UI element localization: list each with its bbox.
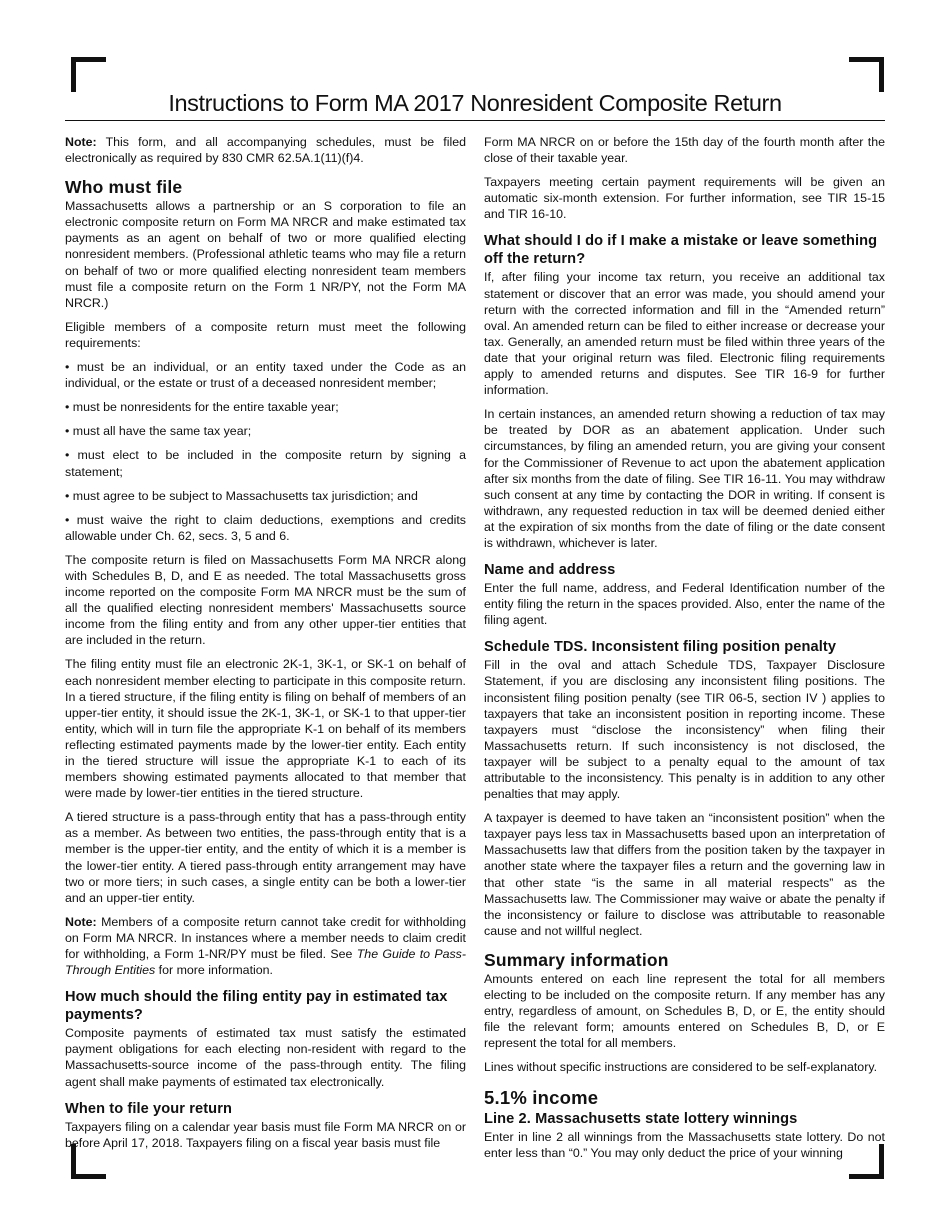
list-item: • must be nonresidents for the entire taxable year; — [65, 399, 466, 415]
paragraph: Enter the full name, address, and Federal Identification number of the entity filing the return in the spaces provided. Also, enter the name of the filing agent. — [484, 581, 885, 628]
paragraph: Lines without specific instructions are considered to be self-explanatory. — [484, 1060, 878, 1075]
paragraph: Massachusetts allows a partnership or an S corporation to file an electronic composite return on Form MA NRCR and make estimated tax payments as an agent on behalf of two or more qualified electing nonresident members. (Professional athletic teams who may file a return on behalf of two or more qualified electing nonresident team members must file a composite return on the Form 1 NR/PY, not the Form MA NRCR.) — [65, 199, 466, 310]
note-text: Members of a composite return cannot take credit for withholding on Form MA NRCR. In instances where a member needs to claim credit for withholding, a Form 1-NR/PY must be filed. See — [65, 914, 466, 962]
note-text: for more information. — [155, 963, 273, 978]
note-label: Note: — [65, 914, 97, 929]
paragraph: Taxpayers filing on a calendar year basis must file Form MA NRCR on or before April 17, 2018. Taxpayers filing on a fiscal year basis must file — [65, 1119, 466, 1150]
paragraph: Form MA NRCR on or before the 15th day of the fourth month after the close of their taxable year. — [484, 135, 885, 166]
guide-reference: The Guide to Pass-Through Entities — [65, 947, 466, 978]
list-item: • must be an individual, or an entity taxed under the Code as an individual, or the estate or trust of a deceased nonresident member; — [65, 359, 466, 391]
paragraph: Eligible members of a composite return must meet the following requirements: — [65, 319, 466, 350]
paragraph: Composite payments of estimated tax must satisfy the estimated payment obligations for each electing non-resident with regard to the Massachusetts-source income of the pass-through entity. The filing agent shall make payments of estimated tax electronically. — [65, 1026, 466, 1089]
paragraph: Amounts entered on each line represent the total for all members electing to be included on the composite return. If any member has any entry, regardless of amount, on Schedules B, D, or E, the entity should file the relevant form; amounts entered on Schedules B, D, or E represent the total for all members. — [484, 971, 885, 1051]
note-label: Note: — [65, 135, 97, 149]
list-item: • must all have the same tax year; — [65, 423, 466, 439]
note-withholding — [65, 914, 466, 978]
paragraph: Fill in the oval and attach Schedule TDS, Taxpayer Disclosure Statement, if you are disclosing any inconsistent filing positions. The inconsistent filing position penalty (see TIR 06-5, section IV ) applies to taxpayers that take an inconsistent position in reporting income. These taxpayers must “disclose the inconsistency” when filing their Massachusetts return. If such inconsistency is not disclosed, the taxpayer will be subject to a penalty equal to the amount of tax attributable to the inconsistency. This penalty is in addition to any other penalties that may apply. — [484, 658, 885, 802]
paragraph: A tiered structure is a pass-through entity that has a pass-through entity as a member. As between two entities, the pass-through entity that is a member is the upper-tier entity, and the entity of which it is a member is the lower-tier entity. A tiered pass-through entity arrangement may have two or more tiers; in such cases, a single entity can be both a lower-tier and an upper-tier entity. — [65, 810, 466, 905]
paragraph: The filing entity must file an electronic 2K-1, 3K-1, or SK-1 on behalf of each nonresident member electing to participate in this composite return. In a tiered structure, if the filing entity is filing on behalf of members of an upper-tier entity, it should issue the 2K-1, 3K-1, or SK-1 to that upper-tier entity, which will in turn file the appropriate K-1 on behalf of its members reflecting estimated payments made by the lower-tier entity. Each entity in the tiered structure will issue the appropriate K-1 to each of its members showing estimated payments allocated to that member that were made by lower-tier entities in the tiered structure. — [65, 657, 466, 801]
list-item: • must agree to be subject to Massachusetts tax jurisdiction; and — [65, 488, 466, 504]
paragraph: In certain instances, an amended return showing a reduction of tax may be treated by DOR as an abatement application. Under such circumstances, by filing an amended return, you are giving your consent for the Commissioner of Revenue to act upon the abatement application after six months from the date of filing. See TIR 16-11. You may withdraw such consent at any time by contacting the DOR in writing. If consent is withdrawn, any requested reduction in tax will be deemed denied either at the expiration of six months from the date of filing or the date consent is withdrawn, whichever is later. — [484, 407, 885, 550]
note-electronic-filing — [65, 134, 466, 166]
right-column — [484, 134, 885, 1169]
heading-when-to-file: When to file your return — [65, 1100, 232, 1117]
crop-mark-top-right — [849, 57, 884, 92]
paragraph: The composite return is filed on Massachusetts Form MA NRCR along with Schedules B, D, and E as needed. The total Massachusetts gross income reported on the composite Form MA NRCR must be the sum of all the qualified electing nonresident members' Massachusetts source income from the filing entity and from any other upper-tier entities that are included in the return. — [65, 552, 466, 648]
heading-estimated-payments: How much should the filing entity pay in estimated tax payments? — [65, 989, 448, 1024]
paragraph: A taxpayer is deemed to have taken an “inconsistent position” when the taxpayer pays less tax in Massachusetts based upon an interpretation of Massachusetts law that differs from the position taken by the taxpayer in another state where the taxpayer files a return and the governing law in that other state “is the same in all material respects” as the Massachusetts law. The Commissioner may waive or abate the penalty if the inconsistency or failure to disclose was attributable to reasonable cause and not willful neglect. — [484, 811, 885, 938]
heading-summary-information: Summary information — [484, 949, 669, 970]
heading-schedule-tds: Schedule TDS. Inconsistent filing position penalty — [484, 639, 837, 656]
heading-mistake: What should I do if I make a mistake or leave something off the return? — [484, 233, 878, 268]
left-column — [65, 134, 466, 1159]
list-item: • must elect to be included in the composite return by signing a statement; — [65, 447, 466, 479]
heading-name-and-address: Name and address — [484, 562, 616, 579]
paragraph: If, after filing your income tax return, you receive an additional tax statement or discover that an error was made, you should amend your return with the corrected information and fill in the “Amended return” oval. An amended return can be filed to either increase or decrease your tax. Generally, an amended return must be filed within three years of the date that your original return was filed. Electronic filing requirements apply to amended returns and disputes. See TIR 16-9 for further information. — [484, 270, 885, 398]
page-title: Instructions to Form MA 2017 Nonresident Composite Return — [168, 90, 782, 116]
heading-line-2: Line 2. Massachusetts state lottery winnings — [484, 1110, 798, 1127]
list-item: • must waive the right to claim deductions, exemptions and credits allowable under Ch. 62, secs. 3, 5 and 6. — [65, 512, 466, 544]
requirements-list — [65, 359, 466, 544]
heading-income: 5.1% income — [484, 1086, 599, 1108]
crop-mark-top-left — [71, 57, 106, 92]
title-rule — [65, 120, 885, 121]
paragraph: Enter in line 2 all winnings from the Massachusetts state lottery. Do not enter less than “0.” You may only deduct the price of your winning — [484, 1129, 885, 1160]
paragraph: Taxpayers meeting certain payment requirements will be given an automatic six-month extension. For further information, see TIR 15-15 and TIR 16-10. — [484, 175, 885, 222]
note-text: This form, and all accompanying schedules, must be filed electronically as required by 830 CMR 62.5A.1(11)(f)4. — [65, 135, 466, 166]
heading-who-must-file: Who must file — [65, 177, 183, 198]
